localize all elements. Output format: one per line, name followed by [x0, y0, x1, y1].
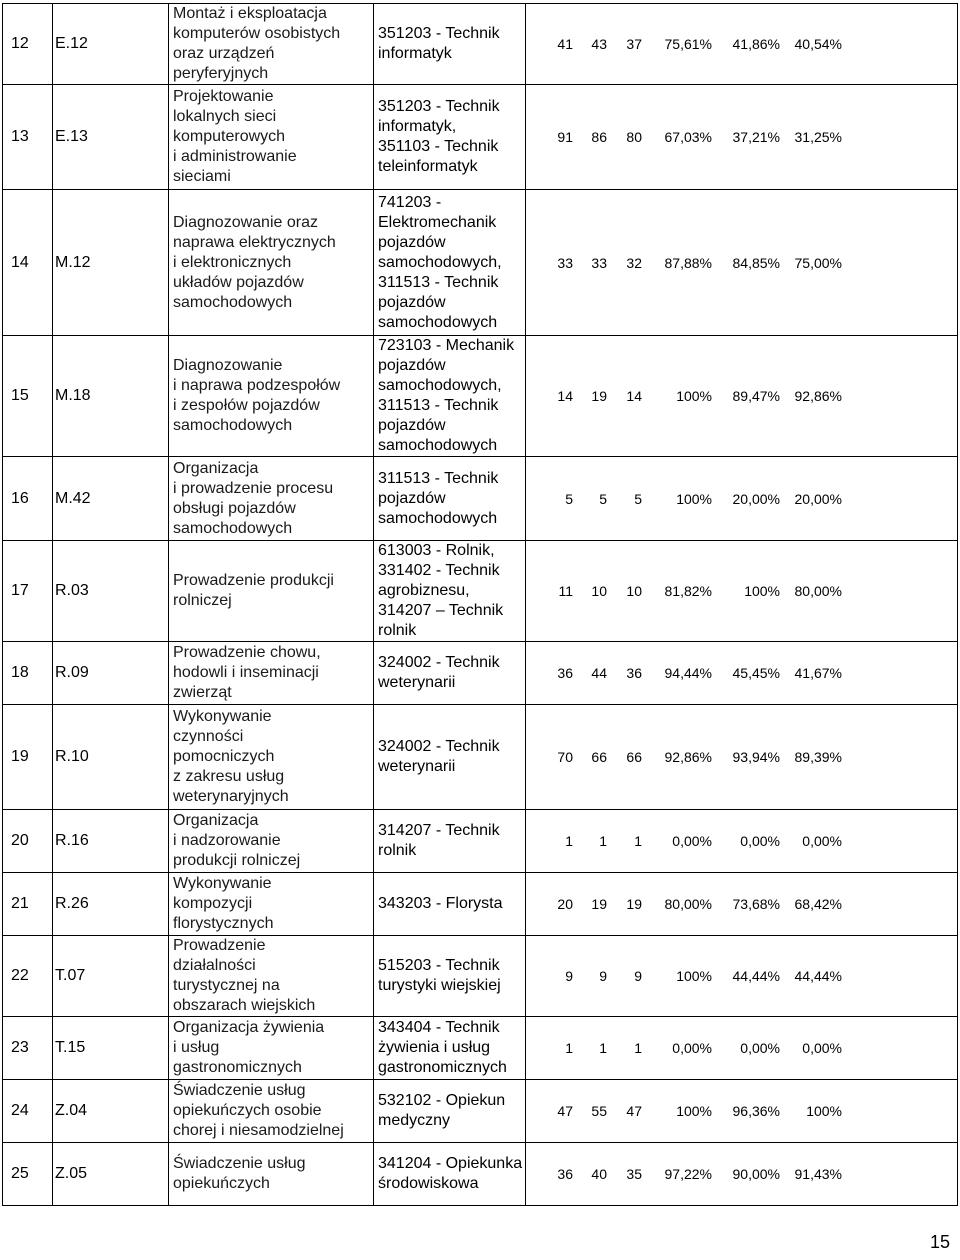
stat-value: 47: [626, 1103, 642, 1119]
qualification-name: Organizacja i prowadzenie procesu obsługi pojazdów samochodowych: [169, 457, 374, 541]
stat-value: 14: [626, 388, 642, 404]
qualification-name: Prowadzenie działalności turystycznej na obszarach wiejskich: [169, 936, 374, 1017]
qualification-name: Organizacja żywienia i usług gastronomicznych: [169, 1017, 374, 1080]
stat-value: 41,67%: [794, 665, 842, 681]
row-number: 20: [3, 810, 53, 873]
table-row: [3, 705, 958, 810]
stat-value: 84,85%: [732, 254, 780, 271]
stat-value: 75,61%: [664, 36, 712, 52]
stat-value: 1: [599, 833, 607, 849]
stat-value: 44,44%: [794, 968, 842, 984]
qualification-name: Diagnozowanie oraz naprawa elektrycznych i elektronicznych układów pojazdów samochodowych: [169, 190, 374, 336]
stat-value: 40,54%: [794, 36, 842, 52]
row-number: 19: [3, 705, 53, 810]
row-number: 25: [3, 1143, 53, 1206]
stat-value: 66: [591, 749, 607, 765]
qualification-code: T.07: [53, 936, 169, 1017]
stat-value: 9: [599, 968, 607, 984]
profession: 324002 - Technik weterynarii: [374, 705, 526, 810]
stat-value: 89,39%: [794, 749, 842, 765]
stat-value: 100%: [676, 968, 712, 984]
stat-value: 66: [626, 749, 642, 765]
qualification-code: M.12: [53, 190, 169, 336]
statistics-cell: [526, 642, 958, 705]
stat-value: 70: [557, 749, 573, 765]
stat-value: 96,36%: [732, 1103, 780, 1119]
statistics-cell: [526, 1143, 958, 1206]
stat-value: 31,25%: [794, 129, 842, 145]
stat-value: 9: [565, 968, 573, 984]
stat-value: 55: [591, 1103, 607, 1119]
stat-value: 33: [591, 254, 607, 271]
table-row: [3, 1080, 958, 1143]
qualification-name: Wykonywanie czynności pomocniczych z zakresu usług weterynaryjnych: [169, 705, 374, 810]
statistics-cell: [526, 4, 958, 85]
stat-value: 36: [626, 665, 642, 681]
statistics-cell: [526, 457, 958, 541]
qualification-name: Wykonywanie kompozycji florystycznych: [169, 873, 374, 936]
stat-value: 100%: [676, 388, 712, 404]
table-row: [3, 873, 958, 936]
stat-value: 93,94%: [732, 749, 780, 765]
stat-value: 100%: [744, 583, 780, 599]
statistics-cell: [526, 936, 958, 1017]
stat-value: 91,43%: [794, 1166, 842, 1182]
profession: 343203 - Florysta: [374, 873, 526, 936]
row-number: 12: [3, 4, 53, 85]
stat-value: 0,00%: [802, 833, 842, 849]
profession: 341204 - Opiekunka środowiskowa: [374, 1143, 526, 1206]
qualification-code: Z.05: [53, 1143, 169, 1206]
profession: 613003 - Rolnik, 331402 - Technik agrobiznesu, 314207 – Technik rolnik: [374, 541, 526, 642]
table-row: [3, 85, 958, 190]
stat-value: 89,47%: [732, 388, 780, 404]
qualification-name: Prowadzenie chowu, hodowli i inseminacji zwierząt: [169, 642, 374, 705]
stat-value: 14: [557, 388, 573, 404]
stat-value: 32: [626, 254, 642, 271]
row-number: 18: [3, 642, 53, 705]
stat-value: 80: [626, 129, 642, 145]
qualification-code: M.18: [53, 336, 169, 457]
qualification-code: T.15: [53, 1017, 169, 1080]
qualification-code: R.10: [53, 705, 169, 810]
qualification-code: R.09: [53, 642, 169, 705]
profession: 343404 - Technik żywienia i usług gastronomicznych: [374, 1017, 526, 1080]
stat-value: 1: [634, 1040, 642, 1056]
page-number: 15: [929, 1232, 950, 1252]
table-row: [3, 1143, 958, 1206]
exam-results-table: [2, 3, 958, 1206]
stat-value: 68,42%: [794, 896, 842, 912]
row-number: 17: [3, 541, 53, 642]
qualification-name: Świadczenie usług opiekuńczych osobie chorej i niesamodzielnej: [169, 1080, 374, 1143]
stat-value: 41,86%: [732, 36, 780, 52]
stat-value: 0,00%: [740, 1040, 780, 1056]
row-number: 22: [3, 936, 53, 1017]
stat-value: 0,00%: [802, 1040, 842, 1056]
qualification-code: R.16: [53, 810, 169, 873]
stat-value: 10: [591, 583, 607, 599]
stat-value: 0,00%: [672, 1040, 712, 1056]
stat-value: 91: [557, 129, 573, 145]
table-row: [3, 4, 958, 85]
stat-value: 0,00%: [672, 833, 712, 849]
stat-value: 33: [557, 254, 573, 271]
table-row: [3, 457, 958, 541]
row-number: 23: [3, 1017, 53, 1080]
qualification-code: E.12: [53, 4, 169, 85]
row-number: 16: [3, 457, 53, 541]
statistics-cell: [526, 1080, 958, 1143]
stat-value: 37,21%: [732, 129, 780, 145]
stat-value: 5: [599, 490, 607, 507]
stat-value: 10: [626, 583, 642, 599]
stat-value: 92,86%: [794, 388, 842, 404]
stat-value: 40: [591, 1166, 607, 1182]
qualification-name: Diagnozowanie i naprawa podzespołów i zespołów pojazdów samochodowych: [169, 336, 374, 457]
qualification-code: R.03: [53, 541, 169, 642]
table-row: [3, 642, 958, 705]
statistics-cell: [526, 810, 958, 873]
stat-value: 97,22%: [664, 1166, 712, 1182]
profession: 532102 - Opiekun medyczny: [374, 1080, 526, 1143]
stat-value: 35: [626, 1166, 642, 1182]
stat-value: 47: [557, 1103, 573, 1119]
profession: 311513 - Technik pojazdów samochodowych: [374, 457, 526, 541]
statistics-cell: [526, 190, 958, 336]
table-row: [3, 336, 958, 457]
stat-value: 75,00%: [794, 254, 842, 271]
row-number: 14: [3, 190, 53, 336]
stat-value: 87,88%: [664, 254, 712, 271]
stat-value: 100%: [806, 1103, 842, 1119]
stat-value: 5: [634, 490, 642, 507]
stat-value: 36: [557, 665, 573, 681]
stat-value: 5: [565, 490, 573, 507]
profession: 351203 - Technik informatyk, 351103 - Technik teleinformatyk: [374, 85, 526, 190]
stat-value: 36: [557, 1166, 573, 1182]
qualification-code: M.42: [53, 457, 169, 541]
stat-value: 86: [591, 129, 607, 145]
qualification-name: Projektowanie lokalnych sieci komputerowych i administrowanie sieciami: [169, 85, 374, 190]
stat-value: 44,44%: [732, 968, 780, 984]
stat-value: 1: [599, 1040, 607, 1056]
stat-value: 43: [591, 36, 607, 52]
row-number: 24: [3, 1080, 53, 1143]
stat-value: 81,82%: [664, 583, 712, 599]
stat-value: 92,86%: [664, 749, 712, 765]
stat-value: 19: [591, 388, 607, 404]
statistics-cell: [526, 873, 958, 936]
profession: 351203 - Technik informatyk: [374, 4, 526, 85]
stat-value: 19: [626, 896, 642, 912]
table-row: [3, 936, 958, 1017]
stat-value: 67,03%: [664, 129, 712, 145]
table-row: [3, 541, 958, 642]
profession: 723103 - Mechanik pojazdów samochodowych, 311513 - Technik pojazdów samochodowych: [374, 336, 526, 457]
statistics-cell: [526, 541, 958, 642]
qualification-code: E.13: [53, 85, 169, 190]
statistics-cell: [526, 705, 958, 810]
row-number: 15: [3, 336, 53, 457]
stat-value: 41: [557, 36, 573, 52]
stat-value: 20,00%: [794, 490, 842, 507]
stat-value: 19: [591, 896, 607, 912]
profession: 314207 - Technik rolnik: [374, 810, 526, 873]
stat-value: 94,44%: [664, 665, 712, 681]
qualification-name: Montaż i eksploatacja komputerów osobistych oraz urządzeń peryferyjnych: [169, 4, 374, 85]
stat-value: 20,00%: [732, 490, 780, 507]
stat-value: 80,00%: [664, 896, 712, 912]
qualification-name: Organizacja i nadzorowanie produkcji rolniczej: [169, 810, 374, 873]
stat-value: 44: [591, 665, 607, 681]
table-row: [3, 810, 958, 873]
stat-value: 100%: [676, 490, 712, 507]
table-row: [3, 190, 958, 336]
table-body: [3, 4, 958, 1206]
stat-value: 100%: [676, 1103, 712, 1119]
stat-value: 11: [558, 583, 573, 599]
qualification-name: Prowadzenie produkcji rolniczej: [169, 541, 374, 642]
stat-value: 0,00%: [740, 833, 780, 849]
profession: 515203 - Technik turystyki wiejskiej: [374, 936, 526, 1017]
profession: 741203 - Elektromechanik pojazdów samochodowych, 311513 - Technik pojazdów samochodowych: [374, 190, 526, 336]
statistics-cell: [526, 336, 958, 457]
stat-value: 73,68%: [732, 896, 780, 912]
statistics-cell: [526, 1017, 958, 1080]
row-number: 21: [3, 873, 53, 936]
stat-value: 1: [565, 1040, 573, 1056]
stat-value: 45,45%: [732, 665, 780, 681]
stat-value: 20: [557, 896, 573, 912]
stat-value: 80,00%: [794, 583, 842, 599]
stat-value: 90,00%: [732, 1166, 780, 1182]
profession: 324002 - Technik weterynarii: [374, 642, 526, 705]
stat-value: 1: [565, 833, 573, 849]
stat-value: 9: [634, 968, 642, 984]
qualification-code: Z.04: [53, 1080, 169, 1143]
row-number: 13: [3, 85, 53, 190]
table-row: [3, 1017, 958, 1080]
statistics-cell: [526, 85, 958, 190]
qualification-name: Świadczenie usług opiekuńczych: [169, 1143, 374, 1206]
stat-value: 37: [626, 36, 642, 52]
qualification-code: R.26: [53, 873, 169, 936]
stat-value: 1: [634, 833, 642, 849]
